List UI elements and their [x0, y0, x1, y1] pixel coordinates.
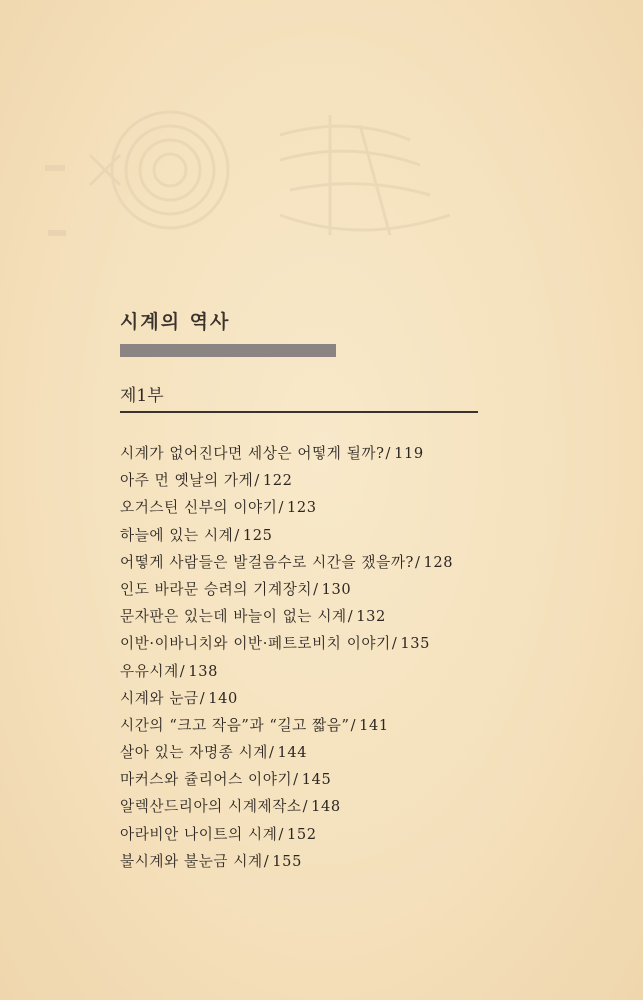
- toc-entry: [120, 739, 580, 766]
- part-label: 제1부: [120, 386, 164, 406]
- toc-entry-title: 아주 먼 옛날의 가게: [120, 472, 254, 490]
- toc-entry-title: 알렉산드리아의 시계제작소: [120, 798, 302, 816]
- toc-entry: [120, 576, 580, 603]
- toc-entry-title: 시계가 없어진다면 세상은 어떻게 될까?: [120, 445, 385, 462]
- title-underline-bar: [120, 344, 336, 357]
- toc-entry: [120, 821, 580, 848]
- toc-entry-page: 155: [272, 852, 302, 870]
- toc-entry-title: 불시계와 불눈금 시계: [120, 852, 263, 870]
- toc-entry: [120, 494, 580, 521]
- toc-entry-page: 148: [311, 798, 341, 816]
- toc-separator: /: [234, 526, 240, 544]
- toc-entry-page: 141: [359, 716, 389, 734]
- toc-entry-title: 시계와 눈금: [120, 689, 199, 707]
- toc-separator: /: [269, 744, 275, 762]
- toc-entry-title: 이반·이바니치와 이반·페트로비치 이야기: [120, 635, 391, 653]
- toc-entry: [120, 793, 580, 820]
- toc-entry-title: 인도 바라문 승려의 기계장치: [120, 580, 313, 598]
- toc-separator: /: [391, 635, 398, 653]
- toc-separator: /: [254, 472, 260, 490]
- toc-entry-page: 128: [423, 553, 454, 571]
- toc-entry: [120, 603, 580, 630]
- toc-entry: [120, 440, 580, 467]
- toc-separator: /: [347, 608, 354, 626]
- toc-entry: [120, 848, 580, 875]
- toc-entry-title: 시간의 “크고 작음”과 “길고 짧음”: [120, 716, 350, 734]
- toc-entry-page: 130: [321, 580, 352, 598]
- toc-separator: /: [179, 662, 186, 680]
- toc-entry-page: 152: [287, 825, 317, 843]
- table-of-contents: [120, 440, 580, 875]
- toc-separator: /: [278, 825, 284, 843]
- toc-entry-page: 119: [394, 445, 424, 462]
- toc-entry-page: 125: [242, 526, 273, 544]
- toc-separator: /: [263, 852, 270, 870]
- toc-entry-title: 아라비안 나이트의 시계: [120, 825, 278, 843]
- toc-separator: /: [385, 445, 392, 462]
- toc-entry-page: 132: [356, 608, 386, 626]
- toc-entry: [120, 766, 580, 793]
- toc-entry: [120, 549, 580, 576]
- toc-separator: /: [293, 771, 299, 789]
- toc-entry-title: 하늘에 있는 시계: [120, 526, 234, 544]
- toc-entry: [120, 685, 580, 712]
- toc-entry-page: 135: [400, 635, 431, 653]
- toc-entry: [120, 658, 580, 685]
- toc-entry-page: 140: [208, 689, 238, 707]
- part-heading: [120, 384, 478, 413]
- toc-separator: /: [414, 553, 421, 571]
- toc-entry-title: 어떻게 사람들은 발걸음수로 시간을 쟀을까?: [120, 553, 414, 571]
- toc-separator: /: [350, 716, 357, 734]
- toc-entry-title: 오거스틴 신부의 이야기: [120, 499, 278, 517]
- toc-entry-title: 마커스와 쥴리어스 이야기: [120, 771, 293, 789]
- toc-separator: /: [302, 798, 309, 816]
- toc-entry-title: 문자판은 있는데 바늘이 없는 시계: [120, 608, 347, 626]
- book-title: 시계의 역사: [120, 311, 231, 333]
- toc-entry: [120, 712, 580, 739]
- faded-emblem-illustration: [30, 95, 500, 265]
- toc-entry: [120, 630, 580, 657]
- toc-entry-page: 144: [277, 744, 308, 762]
- book-header: [120, 308, 480, 357]
- toc-entry: [120, 467, 580, 494]
- toc-separator: /: [278, 499, 284, 517]
- toc-entry-title: 살아 있는 자명종 시계: [120, 744, 268, 762]
- toc-entry-page: 138: [188, 662, 218, 680]
- part-rule: [120, 411, 478, 413]
- toc-separator: /: [313, 580, 319, 598]
- toc-entry-title: 우유시계: [120, 662, 179, 680]
- toc-entry: [120, 522, 580, 549]
- toc-separator: /: [199, 689, 206, 707]
- toc-entry-page: 123: [287, 499, 317, 517]
- toc-entry-page: 122: [262, 472, 293, 490]
- toc-entry-page: 145: [301, 771, 332, 789]
